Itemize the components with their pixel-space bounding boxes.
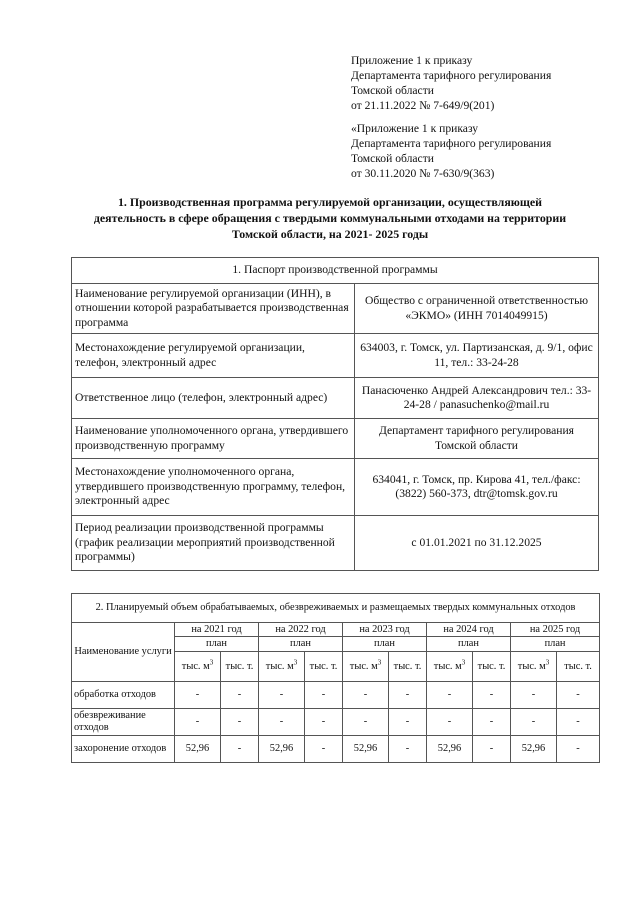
volume-cell: - [557, 709, 600, 736]
table-row [72, 334, 599, 378]
volume-cell: - [221, 709, 259, 736]
passport-value: Общество с ограниченной ответственностью «ЭКМО» (ИНН 7014049915) [355, 284, 599, 334]
appendix-line: Департамента тарифного регулирования [351, 137, 552, 150]
volume-cell: - [175, 682, 221, 709]
plan-header: план [343, 637, 427, 652]
service-column-header: Наименование услуги [72, 623, 175, 682]
appendix-line: Департамента тарифного регулирования [351, 69, 552, 82]
unit-header-t: тыс. т. [389, 652, 427, 682]
appendix-line: от 21.11.2022 № 7-649/9(201) [351, 99, 495, 112]
volume-cell: - [557, 682, 600, 709]
year-header: на 2022 год [259, 623, 343, 637]
service-name: обезвреживание отходов [72, 709, 175, 736]
volume-cell: - [427, 709, 473, 736]
passport-value: Панасюченко Андрей Александрович тел.: 33-24-28 / panasuchenko@mail.ru [355, 378, 599, 419]
passport-label: Наименование уполномоченного органа, утвердившего производственную программу [72, 419, 355, 459]
passport-value: Департамент тарифного регулирования Томской области [355, 419, 599, 459]
table-row [72, 709, 600, 736]
volume-cell: - [305, 736, 343, 763]
volume-cell: - [389, 736, 427, 763]
passport-label: Наименование регулируемой организации (ИНН), в отношении которой разрабатывается производственная программа [72, 284, 355, 334]
appendix-reference-previous [351, 121, 621, 181]
passport-value: 634003, г. Томск, ул. Партизанская, д. 9/1, офис 11, тел.: 33-24-28 [355, 334, 599, 378]
volume-cell: - [389, 709, 427, 736]
volume-cell: - [473, 682, 511, 709]
unit-header-t: тыс. т. [221, 652, 259, 682]
plan-header: план [259, 637, 343, 652]
title-line: 1. Производственная программа регулируемой организации, осуществляющей [117, 195, 543, 209]
appendix-line: от 30.11.2020 № 7-630/9(363) [351, 167, 495, 180]
unit-header-m3: тыс. $м^3$ [427, 652, 473, 682]
unit-header-m3: тыс. $м^3$ [343, 652, 389, 682]
unit-header-m3: тыс. $м^3$ [259, 652, 305, 682]
passport-value: 634041, г. Томск, пр. Кирова 41, тел./факс: (3822) 560-373, dtr@tomsk.gov.ru [355, 459, 599, 516]
table-row [72, 516, 599, 571]
plan-header: план [427, 637, 511, 652]
table-row [72, 682, 600, 709]
volume-cell: - [259, 709, 305, 736]
volume-cell: 52,96 [343, 736, 389, 763]
volume-cell: - [473, 736, 511, 763]
year-header: на 2021 год [175, 623, 259, 637]
passport-label: Период реализации производственной программы (график реализации мероприятий производственной программы) [72, 516, 355, 571]
volume-cell: - [221, 682, 259, 709]
volume-cell: 52,96 [175, 736, 221, 763]
plan-header: план [175, 637, 259, 652]
appendix-line: Томской области [351, 152, 434, 165]
table-row [72, 284, 599, 334]
table-row [72, 736, 600, 763]
passport-label: Ответственное лицо (телефон, электронный адрес) [72, 378, 355, 419]
passport-table [71, 257, 599, 571]
year-header: на 2024 год [427, 623, 511, 637]
service-name: обработка отходов [72, 682, 175, 709]
passport-heading: 1. Паспорт производственной программы [72, 258, 599, 284]
volume-cell: - [305, 709, 343, 736]
year-header: на 2023 год [343, 623, 427, 637]
unit-header-t: тыс. т. [305, 652, 343, 682]
table-row [72, 419, 599, 459]
volumes-heading: 2. Планируемый объем обрабатываемых, обезвреживаемых и размещаемых твердых коммунальных отходов [72, 594, 600, 623]
volume-cell: - [343, 682, 389, 709]
appendix-line: Томской области [351, 84, 434, 97]
volume-cell: - [389, 682, 427, 709]
volume-cell: - [473, 709, 511, 736]
passport-value: с 01.01.2021 по 31.12.2025 [355, 516, 599, 571]
service-name: захоронение отходов [72, 736, 175, 763]
document-title [60, 194, 600, 242]
volume-cell: - [511, 682, 557, 709]
volume-cell: 52,96 [259, 736, 305, 763]
plan-header: план [511, 637, 600, 652]
volume-cell: - [305, 682, 343, 709]
volume-cell: - [175, 709, 221, 736]
passport-label: Местонахождение уполномоченного органа, утвердившего производственную программу, телефон, электронный адрес [72, 459, 355, 516]
unit-header-t: тыс. т. [473, 652, 511, 682]
volume-cell: - [557, 736, 600, 763]
unit-header-m3: тыс. $м^3$ [511, 652, 557, 682]
passport-label: Местонахождение регулируемой организации, телефон, электронный адрес [72, 334, 355, 378]
volumes-table [71, 593, 600, 763]
volume-cell: - [259, 682, 305, 709]
year-header: на 2025 год [511, 623, 600, 637]
volume-cell: 52,96 [511, 736, 557, 763]
table-row [72, 378, 599, 419]
unit-header-m3: тыс. $м^3$ [175, 652, 221, 682]
appendix-reference-current [351, 53, 621, 113]
title-line: деятельность в сфере обращения с твердыми коммунальными отходами на территории [93, 211, 567, 225]
volume-cell: - [221, 736, 259, 763]
appendix-line: Приложение 1 к приказу [351, 54, 473, 67]
appendix-line: «Приложение 1 к приказу [351, 122, 479, 135]
table-row [72, 459, 599, 516]
volume-cell: - [511, 709, 557, 736]
volume-cell: 52,96 [427, 736, 473, 763]
unit-header-t: тыс. т. [557, 652, 600, 682]
title-line: Томской области, на 2021- 2025 годы [231, 227, 429, 241]
volume-cell: - [343, 709, 389, 736]
volume-cell: - [427, 682, 473, 709]
